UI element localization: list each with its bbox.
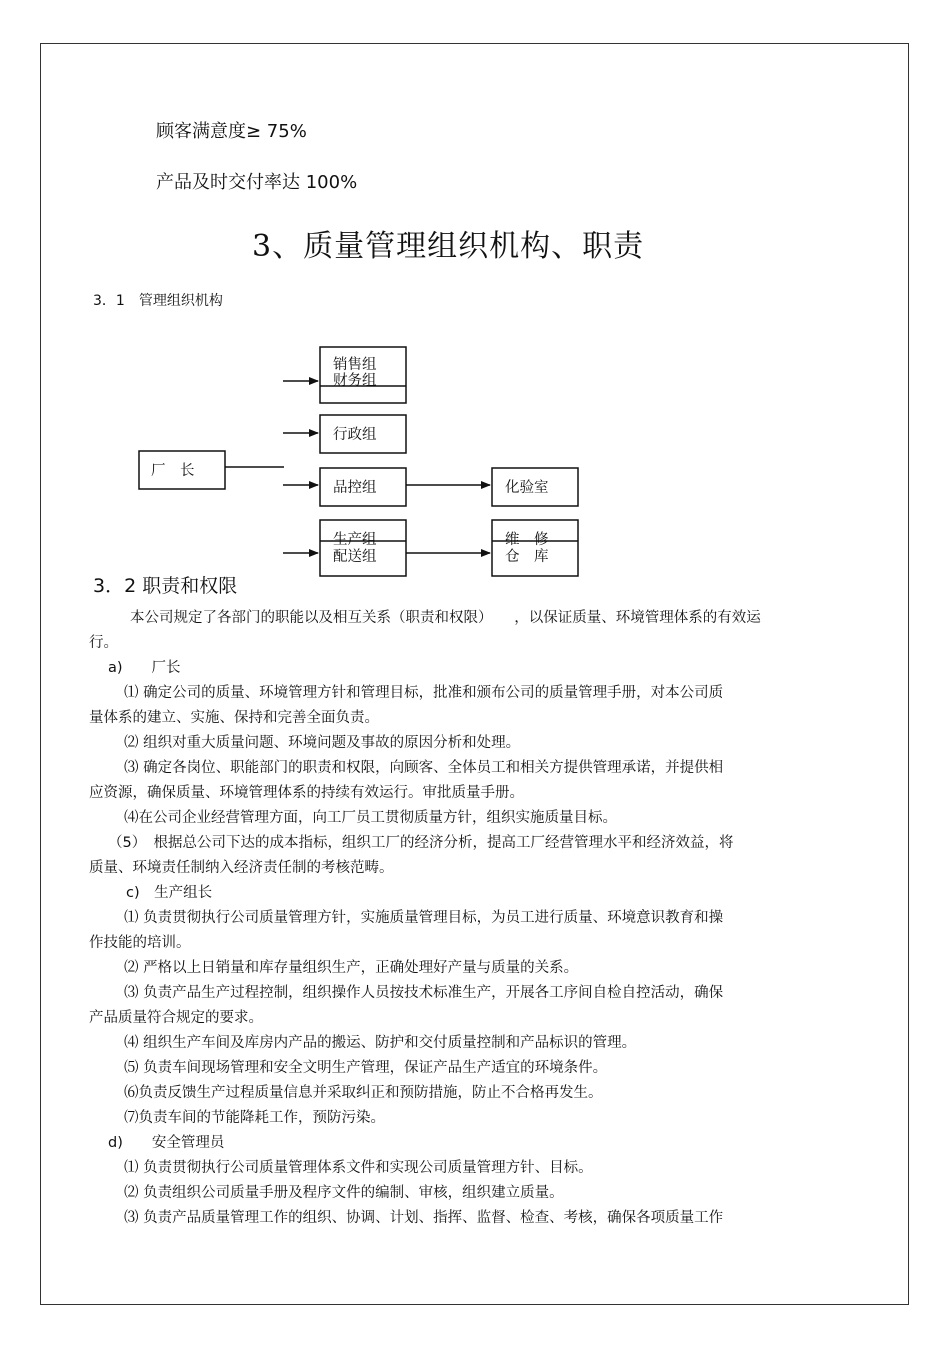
c-item-6: ⑹负责反馈生产过程质量信息并采取纠正和预防措施，防止不合格再发生。 (124, 1085, 603, 1101)
repair-label: 维 修 (505, 532, 549, 548)
subsection-32-heading: 3．2 职责和权限 (93, 575, 238, 597)
a-item-5-line-2: 质量、环境责任制纳入经济责任制的考核范畴。 (89, 860, 394, 876)
a-item-3-line-1: ⑶ 确定各岗位、职能部门的职责和权限，向顾客、全体员工和相关方提供管理承诺，并提供相 (124, 760, 724, 776)
c-item-7: ⑺负责车间的节能降耗工作，预防污染。 (124, 1110, 385, 1126)
a-item-3-line-2: 应资源，确保质量、环境管理体系的持续有效运行。审批质量手册。 (89, 785, 524, 801)
org-chart (0, 0, 950, 600)
admin-label: 行政组 (333, 427, 377, 443)
c-item-1-line-1: ⑴ 负责贯彻执行公司质量管理方针，实施质量管理目标，为员工进行质量、环境意识教育和操 (124, 910, 724, 926)
production-label: 生产组 (333, 532, 377, 548)
finance-label: 财务组 (333, 373, 377, 389)
d-item-1: ⑴ 负责贯彻执行公司质量管理体系文件和实现公司质量管理方针、目标。 (124, 1160, 593, 1176)
warehouse-label: 仓 库 (505, 549, 549, 565)
sales-label: 销售组 (333, 357, 377, 373)
a-item-2: ⑵ 组织对重大质量问题、环境问题及事故的原因分析和处理。 (124, 735, 521, 751)
subsection-31-heading: 3．1 管理组织机构 (93, 293, 223, 309)
qc-label: 品控组 (333, 480, 377, 496)
goal-customer-satisfaction: 顾客满意度≥ 75% (156, 121, 307, 142)
a-item-5-line-1: （5） 根据总公司下达的成本指标，组织工厂的经济分析，提高工厂经营管理水平和经济效益，将 (108, 835, 734, 851)
factory-director-label: 厂 长 (151, 463, 195, 479)
d-item-2: ⑵ 负责组织公司质量手册及程序文件的编制、审核，组织建立质量。 (124, 1185, 564, 1201)
repair-warehouse-box (492, 520, 578, 576)
c-item-5: ⑸ 负责车间现场管理和安全文明生产管理，保证产品生产适宜的环境条件。 (124, 1060, 608, 1076)
d-item-3: ⑶ 负责产品质量管理工作的组织、协调、计划、指挥、监督、检查、考核，确保各项质量工作 (124, 1210, 724, 1226)
goal-delivery-rate: 产品及时交付率达 100% (156, 172, 358, 193)
c-item-4: ⑷ 组织生产车间及库房内产品的搬运、防护和交付质量控制和产品标识的管理。 (124, 1035, 637, 1051)
a-heading: a) 厂长 (108, 660, 181, 676)
c-item-3-line-2: 产品质量符合规定的要求。 (89, 1010, 263, 1026)
c-item-2: ⑵ 严格以上日销量和库存量组织生产，正确处理好产量与质量的关系。 (124, 960, 579, 976)
section-title: 3、质量管理组织机构、职责 (252, 229, 645, 264)
c-item-1-line-2: 作技能的培训。 (89, 935, 191, 951)
delivery-label: 配送组 (333, 549, 377, 565)
lab-label: 化验室 (505, 480, 549, 496)
d-heading: d) 安全管理员 (108, 1135, 225, 1151)
a-item-1-line-2: 量体系的建立、实施、保持和完善全面负责。 (89, 710, 379, 726)
production-delivery-box (320, 520, 406, 576)
a-item-1-line-1: ⑴ 确定公司的质量、环境管理方针和管理目标，批准和颁布公司的质量管理手册，对本公司质 (124, 685, 724, 701)
a-item-4: ⑷在公司企业经营管理方面，向工厂员工贯彻质量方针，组织实施质量目标。 (124, 810, 617, 826)
c-item-3-line-1: ⑶ 负责产品生产过程控制，组织操作人员按技术标准生产，开展各工序间自检自控活动，确保 (124, 985, 724, 1001)
intro-line-1: 本公司规定了各部门的职能以及相互关系（职责和权限） ，以保证质量、环境管理体系的有效运 (130, 610, 761, 626)
intro-line-2: 行。 (89, 635, 118, 651)
c-heading: c) 生产组长 (126, 885, 213, 901)
